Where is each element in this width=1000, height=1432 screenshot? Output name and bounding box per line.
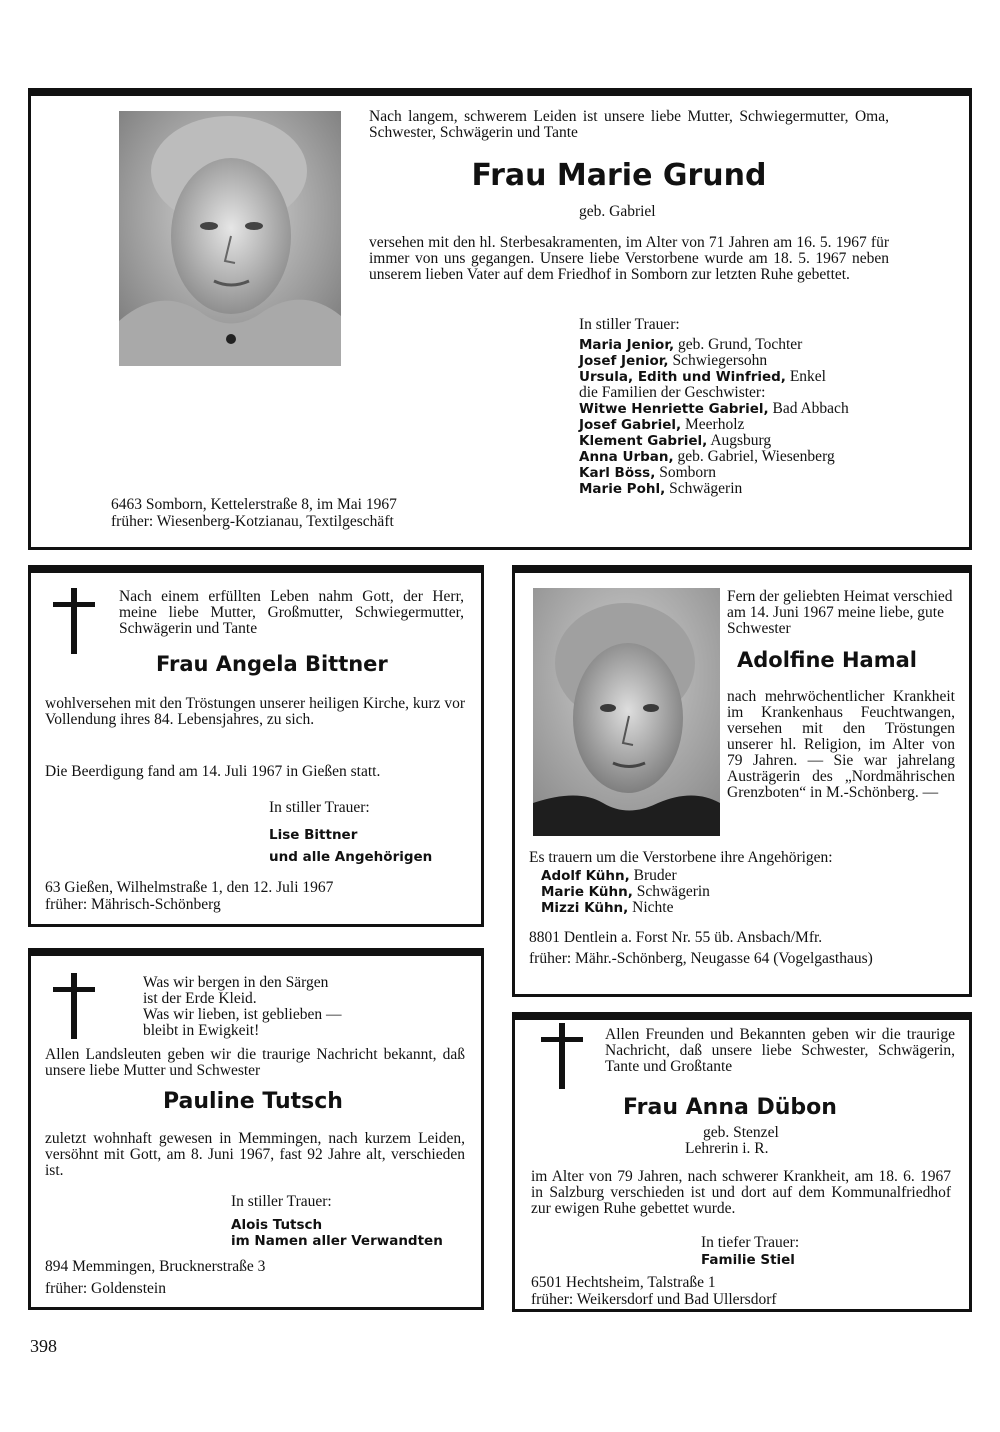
mourner-line: [579, 465, 849, 481]
mourner-relation: geb. Grund, Tochter: [674, 336, 803, 353]
mourner-line: [579, 385, 849, 401]
mourner-name: Marie Kühn,: [541, 884, 633, 900]
mourner-name: Klement Gabriel,: [579, 433, 708, 449]
deceased-name: Frau Marie Grund: [471, 158, 767, 193]
deceased-name: Pauline Tutsch: [163, 1089, 343, 1114]
mourner-relation: Schwägerin: [665, 480, 743, 497]
mourner-line: [579, 369, 849, 385]
former-address-line: früher: Mähr.-Schönberg, Neugasse 64 (Vogelgasthaus): [529, 950, 873, 967]
mourner-name: Marie Pohl,: [579, 481, 666, 497]
portrait-photo: [119, 111, 341, 366]
former-address-line: früher: Mährisch-Schönberg: [45, 896, 221, 913]
mourner-list: [579, 337, 849, 497]
mourner-relation: Schwägerin: [632, 883, 710, 900]
maiden-name: geb. Gabriel: [579, 203, 656, 220]
mourning-label: In stiller Trauer:: [579, 316, 680, 333]
mourner-name: Josef Gabriel,: [579, 417, 682, 433]
mourner-name: Anna Urban,: [579, 449, 674, 465]
mourner-name: Familie Stiel: [701, 1252, 795, 1268]
body-text: nach mehrwöchentlicher Krankheit im Krankenhaus Feuchtwangen, versehen mit den Tröstungen unserer hl. Religion, im Alter von 79 Jahren. — Sie war jahrelang Austrägerin des „Nordmährischen Grenzboten“ in M.-Schönberg. —: [727, 688, 955, 801]
mourner-relation: geb. Gabriel, Wiesenberg: [673, 448, 835, 465]
page-number: 398: [30, 1336, 57, 1356]
former-address-line: früher: Wiesenberg-Kotzianau, Textilgeschäft: [111, 513, 394, 530]
address-line: 894 Memmingen, Brucknerstraße 3: [45, 1258, 266, 1275]
mourner-name: Witwe Henriette Gabriel,: [579, 401, 769, 417]
mourner-name: Ursula, Edith und Winfried,: [579, 369, 786, 385]
obituary-adolfine-hamal: [512, 565, 972, 997]
mourner-line: [579, 337, 849, 353]
mourner-name: Maria Jenior,: [579, 337, 675, 353]
mourner-name: Mizzi Kühn,: [541, 900, 629, 916]
obituary-marie-grund: [28, 88, 972, 550]
mourner-name: Lise Bittner: [269, 827, 358, 843]
intro-text: Nach langem, schwerem Leiden ist unsere liebe Mutter, Schwiegermutter, Oma, Schwester, Schwägerin und Tante: [369, 108, 889, 141]
mourner-name: Adolf Kühn,: [541, 868, 630, 884]
mourner-line: [579, 417, 849, 433]
mourner-relation: Meerholz: [681, 416, 745, 433]
mourner-relation: Augsburg: [707, 432, 772, 449]
mourner-name: Alois Tutsch: [231, 1217, 323, 1233]
deceased-name: Adolfine Hamal: [737, 648, 917, 672]
profession: Lehrerin i. R.: [685, 1140, 769, 1157]
intro-text: Allen Landsleuten geben wir die traurige Nachricht bekannt, daß unsere liebe Mutter und Schwester: [45, 1046, 465, 1079]
mourner-name: Karl Böss,: [579, 465, 656, 481]
mourner-line: [541, 900, 710, 916]
mourner-relation: Enkel: [785, 368, 826, 385]
mourner-line: [579, 481, 849, 497]
address-line: 6463 Somborn, Kettelerstraße 8, im Mai 1967: [111, 496, 397, 513]
portrait-photo: [533, 588, 720, 836]
mourner-list: [541, 868, 710, 916]
mourning-label: In tiefer Trauer:: [701, 1234, 800, 1251]
mourner-relation: Bruder: [629, 867, 677, 884]
mourner-line: [541, 868, 710, 884]
mourner-relation: Nichte: [628, 899, 674, 916]
mourning-label: In stiller Trauer:: [231, 1193, 332, 1210]
address-line: 6501 Hechtsheim, Talstraße 1: [531, 1274, 716, 1291]
mourning-label: Es trauern um die Verstorbene ihre Angehörigen:: [529, 849, 833, 866]
burial-text: Die Beerdigung fand am 14. Juli 1967 in Gießen statt.: [45, 763, 381, 780]
former-address-line: früher: Weikersdorf und Bad Ullersdorf: [531, 1291, 777, 1308]
mourner-line: [579, 401, 849, 417]
body-text: im Alter von 79 Jahren, nach schwerer Krankheit, am 18. 6. 1967 in Salzburg verschieden ist und dort auf dem Kommunalfriedhof zur ewigen Ruhe gebettet wurde.: [531, 1168, 951, 1217]
mourning-label: In stiller Trauer:: [269, 799, 370, 816]
mourner-relation: Somborn: [655, 464, 717, 481]
deceased-name: Frau Anna Dübon: [623, 1095, 837, 1120]
mourner-line: [579, 449, 849, 465]
cross-icon: [53, 973, 95, 1044]
mourner-name: und alle Angehörigen: [269, 849, 433, 865]
former-address-line: früher: Goldenstein: [45, 1280, 166, 1297]
mourner-name: Josef Jenior,: [579, 353, 669, 369]
obituary-angela-bittner: [28, 565, 484, 927]
body-text: zuletzt wohnhaft gewesen in Memmingen, nach kurzem Leiden, versöhnt mit Gott, am 8. Juni 1967, fast 92 Jahre alt, verschieden ist.: [45, 1130, 465, 1179]
intro-text: Allen Freunden und Bekannten geben wir die traurige Nachricht, daß unsere liebe Schwester, Schwägerin, Tante und Großtante: [605, 1026, 955, 1075]
cross-icon: [541, 1023, 583, 1094]
mourner-line: [541, 884, 710, 900]
mourner-line: [579, 353, 849, 369]
intro-text: Fern der geliebten Heimat verschied am 14. Juni 1967 meine liebe, gute Schwester: [727, 588, 953, 637]
verse-text: Was wir bergen in den Särgen ist der Erde Kleid. Was wir lieben, ist geblieben — bleibt in Ewigkeit!: [143, 974, 342, 1039]
mourner-name: im Namen aller Verwandten: [231, 1233, 443, 1249]
obituary-anna-duebon: [512, 1012, 972, 1312]
mourner-relation: Bad Abbach: [768, 400, 849, 417]
body-text: wohlversehen mit den Tröstungen unserer heiligen Kirche, kurz vor Vollendung ihres 84. Lebensjahres, zu sich.: [45, 695, 465, 728]
maiden-name: geb. Stenzel: [703, 1124, 779, 1141]
mourner-relation: die Familien der Geschwister:: [579, 384, 766, 401]
body-text: versehen mit den hl. Sterbesakramenten, im Alter von 71 Jahren am 16. 5. 1967 für immer von uns gegangen. Unsere liebe Verstorbene wurde am 18. 5. 1967 neben unserem lieben Vater auf dem Friedhof in Somborn zur letzten Ruhe gebettet.: [369, 234, 889, 283]
cross-icon: [53, 588, 95, 659]
deceased-name: Frau Angela Bittner: [156, 652, 388, 676]
address-line: 8801 Dentlein a. Forst Nr. 55 üb. Ansbach/Mfr.: [529, 929, 823, 946]
obituary-pauline-tutsch: [28, 948, 484, 1310]
mourner-line: [579, 433, 849, 449]
address-line: 63 Gießen, Wilhelmstraße 1, den 12. Juli 1967: [45, 879, 334, 896]
intro-text: Nach einem erfüllten Leben nahm Gott, der Herr, meine liebe Mutter, Großmutter, Schwiegermutter, Schwägerin und Tante: [119, 588, 464, 637]
mourner-relation: Schwiegersohn: [668, 352, 768, 369]
